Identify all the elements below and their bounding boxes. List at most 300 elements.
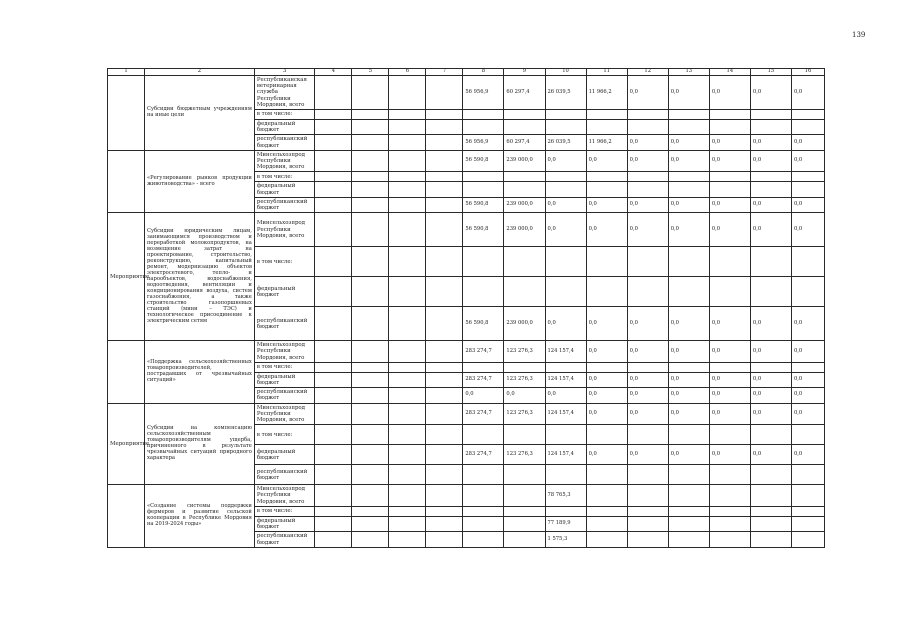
measure-title-cell: Субсидии бюджетным учреждениям на иные цели [144, 76, 254, 151]
empty-cell [315, 425, 352, 445]
source-label-cell: в том числе: [254, 425, 315, 445]
empty-cell [352, 465, 389, 485]
empty-cell [352, 532, 389, 547]
measure-title-cell: Субсидии юридическим лицам, занимающимся производством и переработкой молокопродуктов, на возмещение затрат на проектирование, строительство, реконструкцию, капитальный ремонт, модернизацию объектов электросетевого, тепло- и парообъектов, водоснабжения, водоотведения, вентиляции и кондиционирования воздуха, систем газоснабжения, а также строительство газопоршневых станций (мини – ТЭС) и технологическое присоединение к электрическим сетям [144, 213, 254, 341]
empty-cell [352, 516, 389, 531]
value-cell [709, 110, 750, 120]
value-cell: 0,0 [791, 213, 824, 247]
value-cell [627, 516, 668, 531]
value-cell: 239 000,0 [504, 197, 545, 212]
header-cell: 7 [426, 69, 463, 76]
header-cell: 15 [750, 69, 791, 76]
value-cell: 0,0 [586, 197, 627, 212]
value-cell [668, 277, 709, 307]
value-cell: 0,0 [627, 135, 668, 150]
value-cell [504, 247, 545, 277]
value-cell: 0,0 [627, 445, 668, 465]
value-cell: 0,0 [545, 150, 586, 172]
value-cell: 77 189,9 [545, 516, 586, 531]
value-cell: 1 575,3 [545, 532, 586, 547]
header-cell: 11 [586, 69, 627, 76]
value-cell: 0,0 [627, 307, 668, 341]
value-cell [709, 247, 750, 277]
value-cell [750, 172, 791, 182]
value-cell [627, 182, 668, 197]
value-cell [545, 247, 586, 277]
value-cell [750, 110, 791, 120]
empty-cell [315, 362, 352, 372]
value-cell: 60 297,4 [504, 135, 545, 150]
empty-cell [352, 172, 389, 182]
empty-cell [352, 247, 389, 277]
value-cell [586, 532, 627, 547]
empty-cell [389, 445, 426, 465]
value-cell [463, 362, 504, 372]
empty-cell [389, 516, 426, 531]
category-cell: Мероприятие [108, 403, 145, 485]
empty-cell [315, 307, 352, 341]
value-cell [627, 247, 668, 277]
value-cell: 0,0 [750, 403, 791, 425]
value-cell [668, 516, 709, 531]
empty-cell [389, 135, 426, 150]
value-cell [545, 362, 586, 372]
value-cell: 239 000,0 [504, 307, 545, 341]
value-cell [668, 465, 709, 485]
value-cell [463, 110, 504, 120]
value-cell: 0,0 [791, 76, 824, 110]
value-cell: 0,0 [586, 213, 627, 247]
value-cell [545, 506, 586, 516]
table-row [108, 150, 825, 172]
empty-cell [352, 76, 389, 110]
value-cell: 0,0 [709, 372, 750, 387]
category-cell [108, 150, 145, 212]
value-cell [627, 277, 668, 307]
empty-cell [315, 213, 352, 247]
value-cell [504, 277, 545, 307]
value-cell [586, 172, 627, 182]
value-cell [627, 532, 668, 547]
empty-cell [315, 172, 352, 182]
source-label-cell: в том числе: [254, 172, 315, 182]
empty-cell [389, 213, 426, 247]
value-cell [791, 516, 824, 531]
value-cell: 0,0 [791, 341, 824, 363]
value-cell: 0,0 [668, 76, 709, 110]
value-cell: 0,0 [627, 76, 668, 110]
value-cell: 124 157,4 [545, 403, 586, 425]
empty-cell [315, 465, 352, 485]
empty-cell [389, 388, 426, 403]
empty-cell [426, 485, 463, 507]
value-cell: 0,0 [586, 372, 627, 387]
empty-cell [389, 403, 426, 425]
header-cell: 3 [254, 69, 315, 76]
value-cell: 56 956,9 [463, 135, 504, 150]
value-cell: 123 276,3 [504, 403, 545, 425]
empty-cell [426, 516, 463, 531]
value-cell [791, 506, 824, 516]
source-label-cell: республиканский бюджет [254, 532, 315, 547]
empty-cell [315, 120, 352, 135]
empty-cell [426, 247, 463, 277]
empty-cell [389, 362, 426, 372]
value-cell [504, 425, 545, 445]
source-label-cell: республиканский бюджет [254, 465, 315, 485]
value-cell [750, 516, 791, 531]
value-cell [586, 277, 627, 307]
value-cell: 0,0 [627, 388, 668, 403]
value-cell [463, 516, 504, 531]
empty-cell [389, 307, 426, 341]
value-cell: 0,0 [791, 307, 824, 341]
empty-cell [315, 277, 352, 307]
value-cell: 124 157,4 [545, 372, 586, 387]
value-cell [791, 182, 824, 197]
empty-cell [389, 277, 426, 307]
value-cell: 0,0 [750, 307, 791, 341]
value-cell: 0,0 [750, 388, 791, 403]
empty-cell [352, 197, 389, 212]
value-cell [463, 277, 504, 307]
empty-cell [315, 110, 352, 120]
empty-cell [315, 506, 352, 516]
value-cell: 0,0 [750, 76, 791, 110]
source-label-cell: в том числе: [254, 247, 315, 277]
value-cell: 0,0 [504, 388, 545, 403]
header-cell: 10 [545, 69, 586, 76]
value-cell [545, 425, 586, 445]
header-cell: 4 [315, 69, 352, 76]
value-cell: 0,0 [750, 150, 791, 172]
measure-title-cell: «Создание системы поддержки фермеров и развитие сельской кооперации в Республике Мордовия на 2019-2024 годы» [144, 485, 254, 547]
value-cell [545, 277, 586, 307]
value-cell [668, 110, 709, 120]
table-row [108, 213, 825, 247]
value-cell [709, 485, 750, 507]
empty-cell [315, 150, 352, 172]
value-cell [545, 110, 586, 120]
value-cell: 0,0 [750, 135, 791, 150]
value-cell [504, 485, 545, 507]
value-cell [709, 532, 750, 547]
value-cell [504, 465, 545, 485]
value-cell: 124 157,4 [545, 341, 586, 363]
empty-cell [426, 372, 463, 387]
empty-cell [352, 307, 389, 341]
value-cell: 0,0 [791, 372, 824, 387]
value-cell [791, 425, 824, 445]
value-cell: 0,0 [791, 445, 824, 465]
value-cell: 0,0 [586, 150, 627, 172]
value-cell [586, 120, 627, 135]
value-cell [586, 516, 627, 531]
value-cell: 0,0 [586, 445, 627, 465]
value-cell: 0,0 [709, 445, 750, 465]
empty-cell [389, 341, 426, 363]
value-cell [750, 506, 791, 516]
value-cell: 0,0 [709, 150, 750, 172]
empty-cell [426, 425, 463, 445]
empty-cell [352, 372, 389, 387]
value-cell [586, 362, 627, 372]
empty-cell [426, 150, 463, 172]
value-cell: 0,0 [627, 372, 668, 387]
empty-cell [352, 277, 389, 307]
value-cell [750, 425, 791, 445]
empty-cell [426, 110, 463, 120]
empty-cell [389, 197, 426, 212]
empty-cell [315, 247, 352, 277]
value-cell [668, 182, 709, 197]
header-cell: 1 [108, 69, 145, 76]
value-cell [668, 532, 709, 547]
value-cell [709, 465, 750, 485]
empty-cell [315, 445, 352, 465]
source-label-cell: Минсельхозпрод Республики Мордовия, всего [254, 150, 315, 172]
value-cell [668, 172, 709, 182]
value-cell: 56 590,8 [463, 197, 504, 212]
empty-cell [315, 135, 352, 150]
value-cell: 283 274,7 [463, 403, 504, 425]
empty-cell [352, 403, 389, 425]
source-label-cell: республиканский бюджет [254, 135, 315, 150]
value-cell [709, 516, 750, 531]
value-cell [791, 110, 824, 120]
empty-cell [426, 182, 463, 197]
value-cell: 0,0 [750, 197, 791, 212]
value-cell [586, 485, 627, 507]
empty-cell [426, 197, 463, 212]
empty-cell [352, 425, 389, 445]
value-cell [463, 506, 504, 516]
value-cell [586, 425, 627, 445]
empty-cell [426, 135, 463, 150]
empty-cell [315, 485, 352, 507]
source-label-cell: федеральный бюджет [254, 516, 315, 531]
value-cell: 0,0 [709, 213, 750, 247]
header-cell: 8 [463, 69, 504, 76]
value-cell: 0,0 [791, 150, 824, 172]
value-cell: 56 956,9 [463, 76, 504, 110]
category-cell [108, 76, 145, 151]
empty-cell [389, 425, 426, 445]
empty-cell [426, 532, 463, 547]
empty-cell [426, 277, 463, 307]
value-cell [463, 120, 504, 135]
empty-cell [426, 403, 463, 425]
value-cell [463, 247, 504, 277]
empty-cell [426, 307, 463, 341]
value-cell: 0,0 [463, 388, 504, 403]
value-cell: 283 274,7 [463, 341, 504, 363]
value-cell: 0,0 [791, 388, 824, 403]
value-cell: 11 966,2 [586, 76, 627, 110]
empty-cell [426, 506, 463, 516]
value-cell [586, 110, 627, 120]
value-cell [504, 110, 545, 120]
value-cell [627, 506, 668, 516]
empty-cell [315, 372, 352, 387]
empty-cell [352, 150, 389, 172]
value-cell [545, 172, 586, 182]
value-cell: 0,0 [586, 341, 627, 363]
value-cell [709, 182, 750, 197]
value-cell: 0,0 [668, 307, 709, 341]
value-cell: 0,0 [668, 445, 709, 465]
value-cell: 0,0 [627, 341, 668, 363]
value-cell: 0,0 [545, 197, 586, 212]
header-cell: 2 [144, 69, 254, 76]
value-cell: 0,0 [709, 403, 750, 425]
value-cell [709, 120, 750, 135]
value-cell [627, 465, 668, 485]
source-label-cell: в том числе: [254, 110, 315, 120]
source-label-cell: федеральный бюджет [254, 372, 315, 387]
value-cell: 0,0 [750, 341, 791, 363]
source-label-cell: в том числе: [254, 362, 315, 372]
empty-cell [426, 388, 463, 403]
empty-cell [352, 120, 389, 135]
value-cell: 0,0 [586, 307, 627, 341]
value-cell: 0,0 [709, 197, 750, 212]
value-cell: 0,0 [627, 213, 668, 247]
empty-cell [389, 120, 426, 135]
table-row [108, 403, 825, 425]
value-cell [627, 485, 668, 507]
value-cell: 0,0 [545, 388, 586, 403]
empty-cell [352, 485, 389, 507]
value-cell: 0,0 [668, 341, 709, 363]
source-label-cell: федеральный бюджет [254, 445, 315, 465]
value-cell [463, 485, 504, 507]
empty-cell [315, 197, 352, 212]
budget-table [107, 68, 825, 548]
value-cell: 0,0 [586, 388, 627, 403]
value-cell [791, 277, 824, 307]
value-cell [586, 506, 627, 516]
source-label-cell: республиканский бюджет [254, 388, 315, 403]
value-cell [791, 362, 824, 372]
empty-cell [389, 172, 426, 182]
empty-cell [389, 182, 426, 197]
empty-cell [389, 110, 426, 120]
value-cell: 0,0 [709, 76, 750, 110]
value-cell: 56 590,8 [463, 213, 504, 247]
value-cell: 123 276,3 [504, 341, 545, 363]
empty-cell [426, 445, 463, 465]
empty-cell [315, 516, 352, 531]
source-label-cell: Минсельхозпрод Республики Мордовия, всего [254, 403, 315, 425]
source-label-cell: федеральный бюджет [254, 182, 315, 197]
value-cell [504, 120, 545, 135]
value-cell [750, 247, 791, 277]
value-cell: 60 297,4 [504, 76, 545, 110]
value-cell: 0,0 [545, 307, 586, 341]
value-cell [627, 362, 668, 372]
value-cell [709, 506, 750, 516]
value-cell: 26 039,5 [545, 135, 586, 150]
value-cell [586, 247, 627, 277]
value-cell [545, 182, 586, 197]
empty-cell [389, 532, 426, 547]
header-cell: 14 [709, 69, 750, 76]
empty-cell [426, 362, 463, 372]
measure-title-cell: Субсидии на компенсацию сельскохозяйственным товаропроизводителям ущерба, причиненного в результате чрезвычайных ситуаций природного характера [144, 403, 254, 485]
value-cell [791, 172, 824, 182]
value-cell [586, 182, 627, 197]
value-cell: 0,0 [709, 341, 750, 363]
value-cell [791, 485, 824, 507]
header-cell: 9 [504, 69, 545, 76]
value-cell [750, 277, 791, 307]
value-cell [791, 465, 824, 485]
value-cell [545, 465, 586, 485]
value-cell: 0,0 [791, 197, 824, 212]
value-cell [463, 425, 504, 445]
value-cell [668, 120, 709, 135]
value-cell: 0,0 [545, 213, 586, 247]
empty-cell [315, 76, 352, 110]
header-cell: 13 [668, 69, 709, 76]
value-cell: 0,0 [668, 388, 709, 403]
value-cell [463, 532, 504, 547]
value-cell [791, 532, 824, 547]
value-cell: 123 276,3 [504, 445, 545, 465]
value-cell [463, 465, 504, 485]
empty-cell [389, 247, 426, 277]
value-cell [627, 120, 668, 135]
source-label-cell: в том числе: [254, 506, 315, 516]
value-cell [750, 465, 791, 485]
empty-cell [315, 388, 352, 403]
value-cell: 0,0 [627, 403, 668, 425]
empty-cell [389, 76, 426, 110]
value-cell [463, 172, 504, 182]
empty-cell [389, 150, 426, 172]
value-cell [668, 247, 709, 277]
empty-cell [315, 403, 352, 425]
empty-cell [389, 485, 426, 507]
value-cell: 0,0 [668, 135, 709, 150]
value-cell [750, 362, 791, 372]
value-cell: 0,0 [586, 403, 627, 425]
value-cell: 56 590,8 [463, 150, 504, 172]
value-cell: 0,0 [709, 135, 750, 150]
value-cell: 239 000,0 [504, 213, 545, 247]
value-cell: 0,0 [709, 388, 750, 403]
value-cell [750, 485, 791, 507]
value-cell [504, 172, 545, 182]
value-cell: 123 276,3 [504, 372, 545, 387]
value-cell: 0,0 [750, 372, 791, 387]
value-cell: 0,0 [627, 197, 668, 212]
empty-cell [389, 372, 426, 387]
value-cell [750, 120, 791, 135]
value-cell [709, 172, 750, 182]
value-cell [709, 362, 750, 372]
value-cell [750, 532, 791, 547]
page-number: 139 [852, 31, 866, 39]
value-cell [545, 120, 586, 135]
source-label-cell: Минсельхозпрод Республики Мордовия, всего [254, 213, 315, 247]
source-label-cell: республиканский бюджет [254, 197, 315, 212]
category-cell [108, 341, 145, 403]
value-cell [504, 506, 545, 516]
value-cell: 0,0 [668, 213, 709, 247]
source-label-cell: Минсельхозпрод Республики Мордовия, всего [254, 341, 315, 363]
